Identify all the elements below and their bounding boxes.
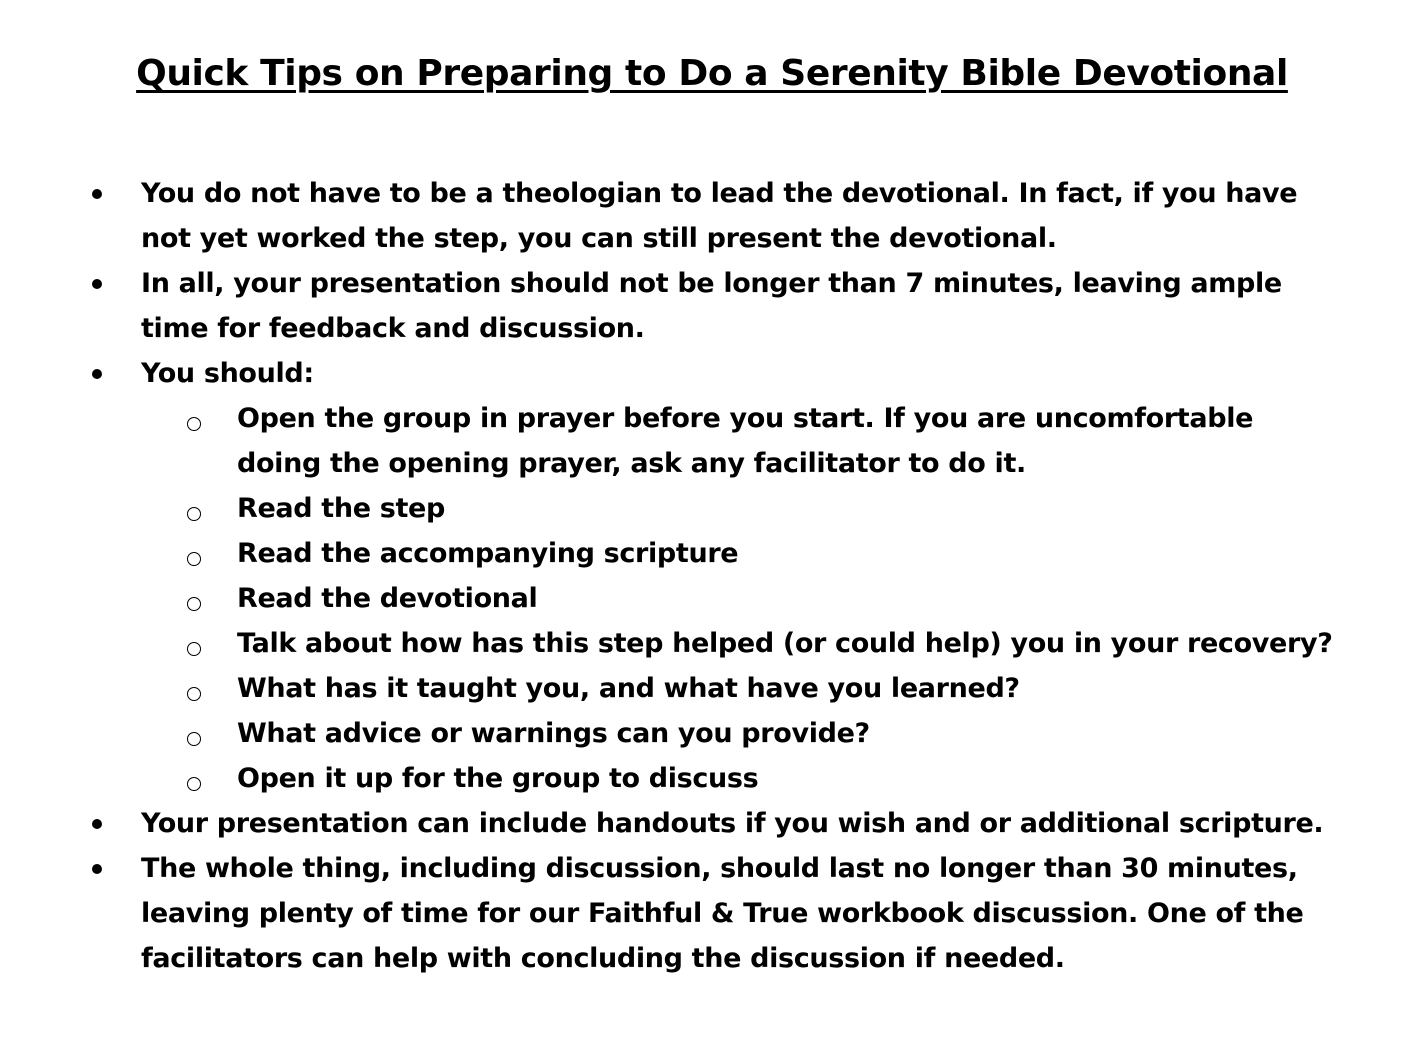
sub-tip-item — [0, 621, 1424, 666]
sub-tip-text — [237, 621, 1424, 666]
sub-tip-line: Read the devotional — [237, 583, 538, 614]
bullet-dot-icon — [92, 189, 102, 199]
sub-tip-item — [0, 531, 1424, 576]
bullet-circle-icon — [187, 687, 201, 701]
tip-line: time for feedback and discussion. — [141, 313, 645, 344]
bullet-circle-icon — [187, 597, 201, 611]
tip-text — [141, 351, 1424, 396]
tip-text — [141, 261, 1424, 351]
bullet-dot-icon — [92, 864, 102, 874]
bullet-circle-icon — [187, 507, 201, 521]
sub-tip-text — [237, 531, 1424, 576]
tip-item — [0, 171, 1424, 261]
sub-tip-item — [0, 666, 1424, 711]
sub-tip-text — [237, 756, 1424, 801]
sub-tip-text — [237, 576, 1424, 621]
tip-item — [0, 846, 1424, 981]
sub-tip-line: doing the opening prayer, ask any facilitator to do it. — [237, 448, 1026, 479]
tip-text — [141, 801, 1424, 846]
bullet-circle-icon — [187, 732, 201, 746]
bullet-dot-icon — [92, 819, 102, 829]
sub-tip-item — [0, 486, 1424, 531]
tip-line: facilitators can help with concluding the discussion if needed. — [141, 943, 1065, 974]
tip-item — [0, 351, 1424, 396]
bullet-circle-icon — [187, 642, 201, 656]
sub-tip-line: Talk about how has this step helped (or could help) you in your recovery? — [237, 628, 1333, 659]
sub-tip-text — [237, 396, 1424, 486]
sub-tip-item — [0, 756, 1424, 801]
tip-text — [141, 846, 1424, 981]
tip-line: You should: — [141, 358, 314, 389]
bullet-dot-icon — [92, 279, 102, 289]
sub-tip-line: Open the group in prayer before you start. If you are uncomfortable — [237, 403, 1254, 434]
bullet-circle-icon — [187, 552, 201, 566]
sub-tip-line: What advice or warnings can you provide? — [237, 718, 870, 749]
sub-tip-item — [0, 711, 1424, 756]
sub-tip-text — [237, 711, 1424, 756]
tip-line: In all, your presentation should not be longer than 7 minutes, leaving ample — [141, 268, 1282, 299]
tip-item — [0, 261, 1424, 351]
sub-tip-item — [0, 576, 1424, 621]
bullet-circle-icon — [187, 777, 201, 791]
document-title: Quick Tips on Preparing to Do a Serenity Bible Devotional — [136, 53, 1288, 94]
tip-line: You do not have to be a theologian to lead the devotional. In fact, if you have — [141, 178, 1298, 209]
sub-tip-text — [237, 486, 1424, 531]
tip-line: leaving plenty of time for our Faithful & True workbook discussion. One of the — [141, 898, 1304, 929]
sub-tip-line: Read the step — [237, 493, 445, 524]
tip-line: not yet worked the step, you can still present the devotional. — [141, 223, 1057, 254]
sub-tip-line: Open it up for the group to discuss — [237, 763, 759, 794]
sub-tip-text — [237, 666, 1424, 711]
tip-text — [141, 171, 1424, 261]
bullet-circle-icon — [187, 417, 201, 431]
bullet-dot-icon — [92, 369, 102, 379]
tip-line: The whole thing, including discussion, should last no longer than 30 minutes, — [141, 853, 1298, 884]
sub-tip-line: Read the accompanying scripture — [237, 538, 739, 569]
tip-line: Your presentation can include handouts if you wish and or additional scripture. — [141, 808, 1324, 839]
tips-list — [0, 171, 1424, 981]
sub-tip-item — [0, 396, 1424, 486]
sub-tip-line: What has it taught you, and what have you learned? — [237, 673, 1020, 704]
tip-item — [0, 801, 1424, 846]
